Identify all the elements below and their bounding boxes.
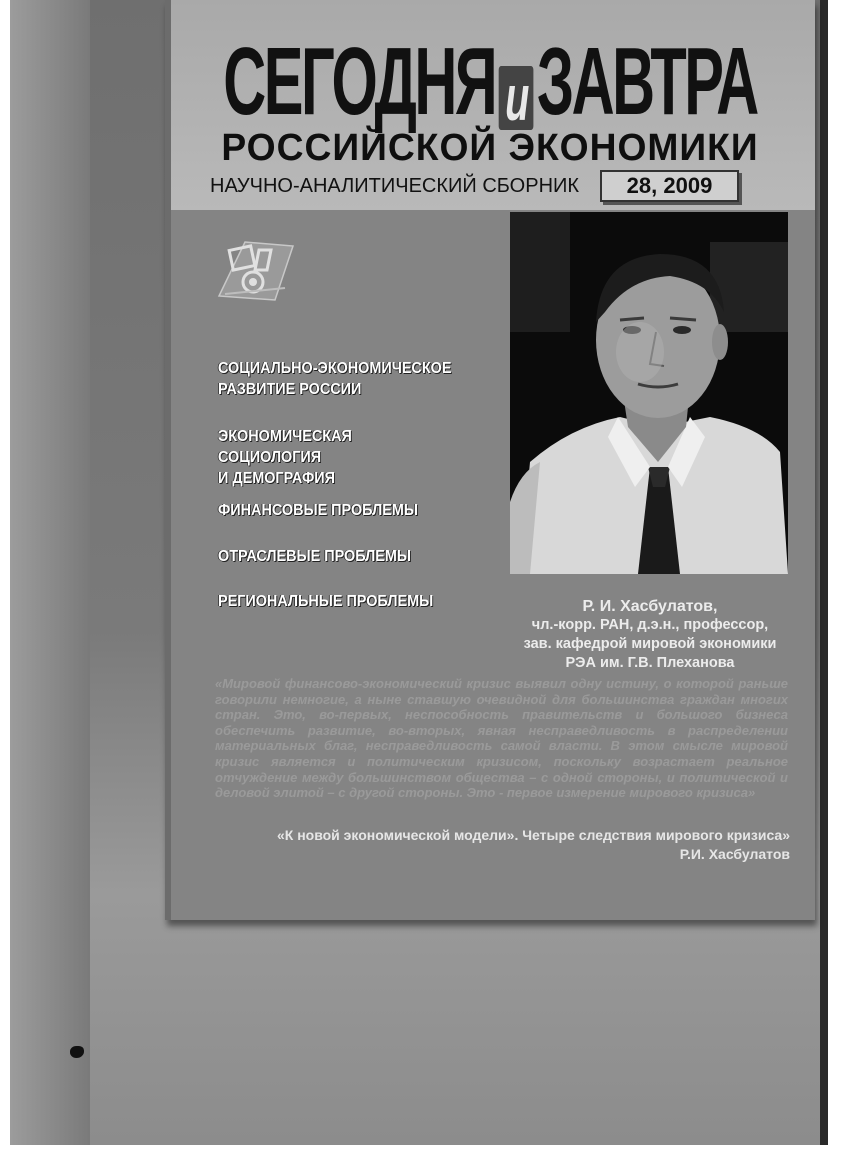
quote-source-author: Р.И. Хасбулатов (679, 846, 790, 862)
section-industry (218, 546, 452, 567)
book-cover (165, 0, 815, 920)
section-socio-economic (218, 358, 452, 400)
rea-logo-icon (215, 240, 297, 302)
author-credentials: чл.-корр. РАН, д.э.н., профессор, (531, 617, 769, 633)
scanner-shadow (10, 0, 90, 1145)
title-word-today: СЕГОДНЯ (223, 28, 496, 135)
cover-title (223, 28, 757, 135)
section-line: РАЗВИТИЕ РОССИИ (218, 381, 362, 398)
title-word-tomorrow: ЗАВТРА (536, 28, 757, 135)
cover-spine (165, 0, 171, 920)
quote-source-title: «К новой экономической модели». Четыре следствия мирового кризиса» (276, 827, 790, 843)
cover-quote: «Мировой финансово-экономический кризис выявил одну истину, о которой раньше говорили немногие, а ныне ставшую очевидной для большинства граждан многих стран. Это, во-первых, неспособность правительств и большого бизнеса обеспечить развитие, во-вторых, явная несправедливость в распределении материальных благ, несправедливость самой власти. В этом смысле мировой кризис является и политическим кризисом, поскольку возрастает реальное отчуждение между большинством общества – с одной стороны, и политической и деловой элитой – с другой стороны. Это - первое измерение мирового кризиса» (215, 676, 788, 801)
author-name: Р. И. Хасбулатов, (582, 598, 718, 615)
cover-title-line2: РОССИЙСКОЙ ЭКОНОМИКИ (221, 127, 759, 169)
section-line: СОЦИАЛЬНО-ЭКОНОМИЧЕСКОЕ (218, 360, 452, 377)
cover-subtitle: НАУЧНО-АНАЛИТИЧЕСКИЙ СБОРНИК (210, 175, 580, 197)
author-institution: РЭА им. Г.В. Плеханова (565, 655, 735, 671)
section-economic-sociology (218, 426, 452, 489)
section-line: И ДЕМОГРАФИЯ (218, 470, 335, 487)
author-position: зав. кафедрой мировой экономики (523, 636, 777, 652)
section-line: ЭКОНОМИЧЕСКАЯ СОЦИОЛОГИЯ (218, 428, 352, 466)
issue-badge: 28, 2009 (600, 170, 739, 202)
author-photo (510, 212, 788, 574)
section-line: РЕГИОНАЛЬНЫЕ ПРОБЛЕМЫ (218, 593, 434, 610)
section-line: ФИНАНСОВЫЕ ПРОБЛЕМЫ (218, 502, 418, 519)
section-regional (218, 591, 452, 612)
section-financial (218, 500, 452, 521)
section-line: ОТРАСЛЕВЫЕ ПРОБЛЕМЫ (218, 548, 411, 565)
author-info (495, 597, 805, 673)
title-conjunction: и (499, 66, 533, 130)
scanner-edge (820, 0, 828, 1145)
